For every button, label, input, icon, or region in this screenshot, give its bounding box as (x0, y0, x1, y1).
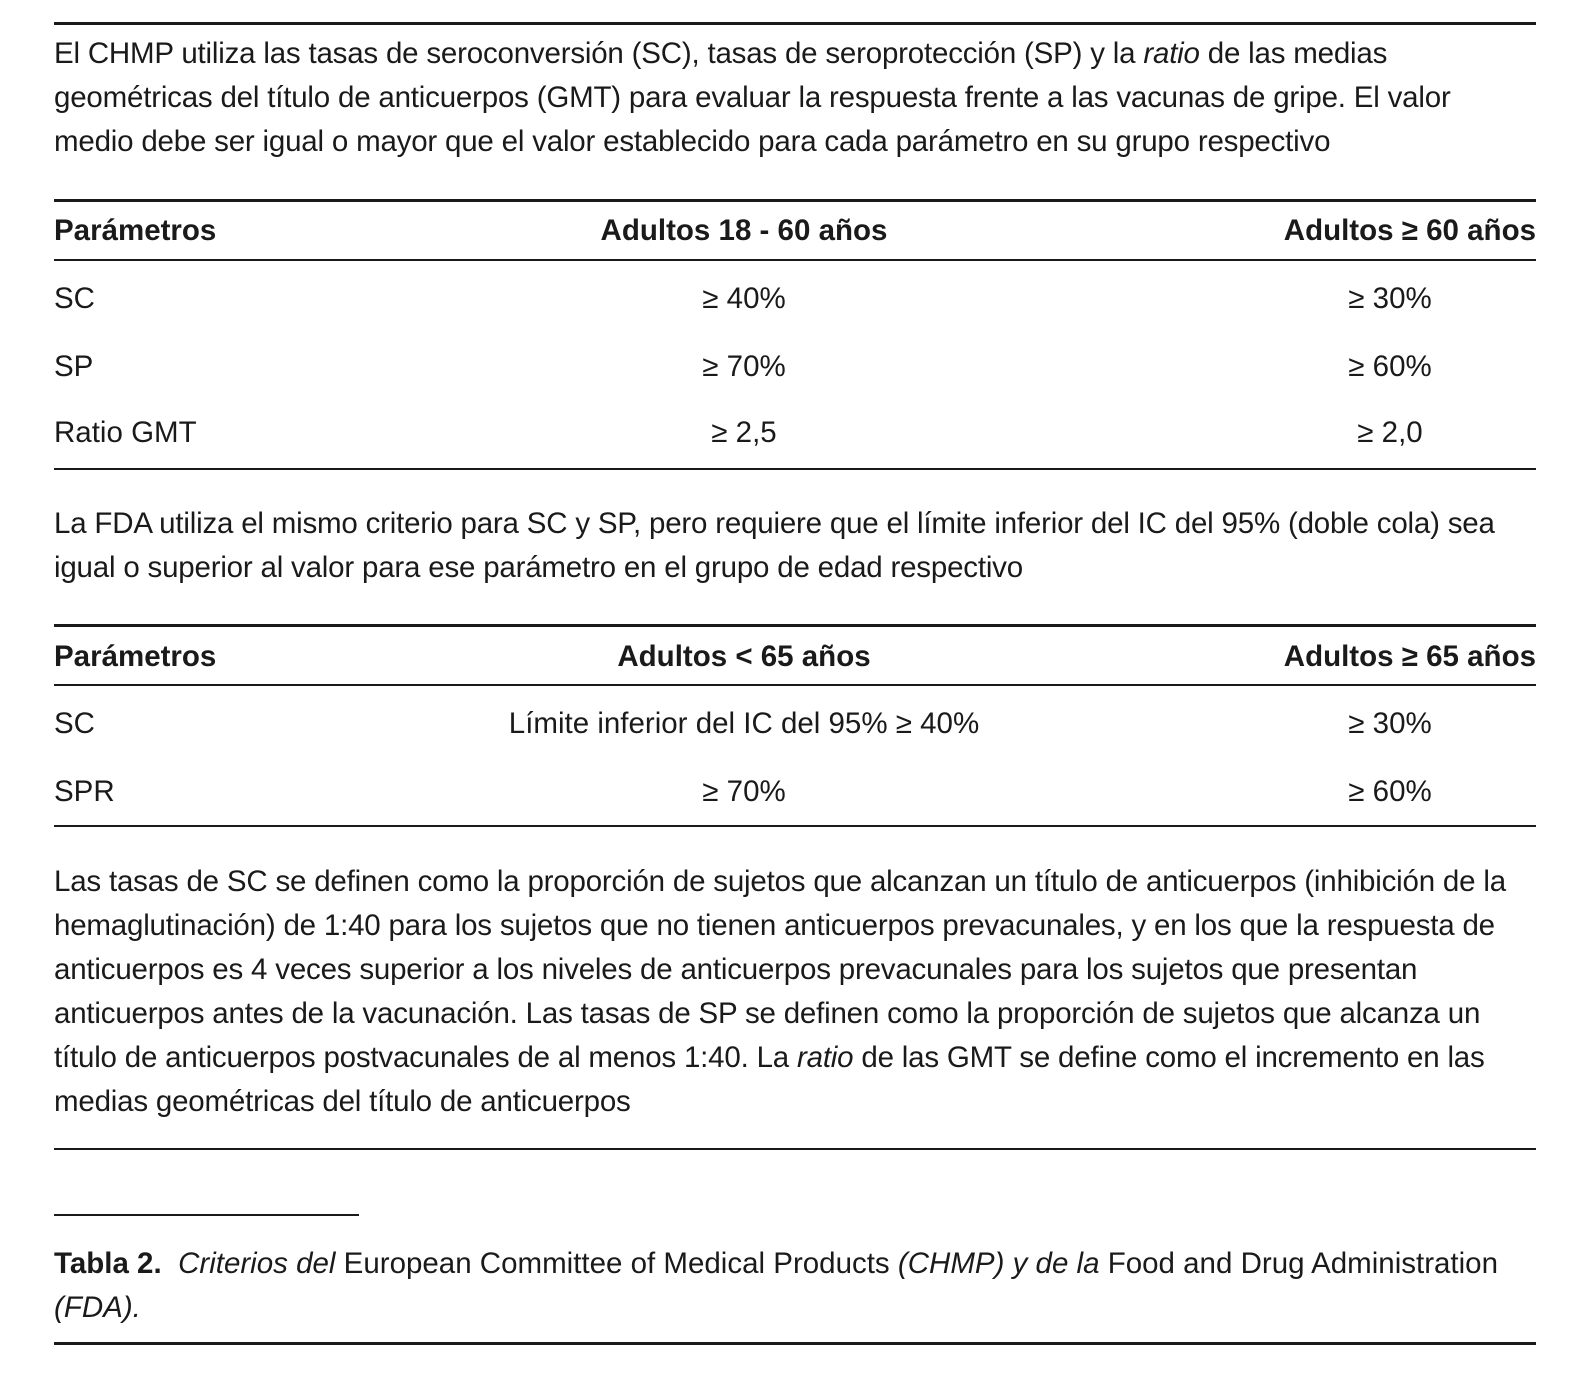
table1-bottom-rule (54, 468, 1536, 470)
table1-header-rule (54, 259, 1536, 261)
table1-row1-group2: ≥ 30% (1348, 282, 1432, 315)
top-rule (54, 22, 1536, 25)
table2-header-param: Parámetros (54, 640, 217, 673)
table1-top-rule (54, 199, 1536, 202)
table-row (54, 704, 1536, 744)
caption-italic-2: (CHMP) y de la (897, 1247, 1100, 1280)
definitions-paragraph (54, 860, 1536, 1124)
table-row (54, 279, 1536, 319)
table1-row2-group2: ≥ 60% (1348, 350, 1432, 383)
caption-separator (54, 1214, 359, 1216)
table-caption (54, 1242, 1536, 1330)
table1-header-group1: Adultos 18 - 60 años (600, 214, 888, 247)
definitions-italic: ratio (796, 1041, 854, 1074)
table1-row3-group1: ≥ 2,5 (711, 416, 777, 449)
definitions-text-2: de las GMT se define como el incremento en las medias geométricas del título de anticuerpos (54, 1041, 1485, 1118)
table1-row3-param: Ratio GMT (54, 416, 197, 449)
table1-row1-param: SC (54, 282, 95, 315)
table1-row2-group1: ≥ 70% (702, 350, 786, 383)
caption-italic-3: (FDA). (54, 1291, 141, 1324)
table2-top-rule (54, 624, 1536, 627)
intro-text-1: El CHMP utiliza las tasas de seroconversión (SC), tasas de seroprotección (SP) y la (54, 37, 1144, 70)
bottom-rule (54, 1342, 1536, 1345)
table-row (54, 347, 1536, 387)
table1-row1-group1: ≥ 40% (702, 282, 786, 315)
table1-header-group2: Adultos ≥ 60 años (1283, 214, 1536, 247)
body-bottom-rule (54, 1148, 1536, 1150)
intro-text-2: de las medias geométricas del título de anticuerpos (GMT) para evaluar la respuesta frente a las vacunas de gripe. El valor medio debe ser igual o mayor que el valor establecido para cada parámetro en su grupo respectivo (54, 37, 1451, 158)
caption-label: Tabla 2. (54, 1247, 162, 1280)
table1-header-row (54, 211, 1536, 251)
table1-row2-param: SP (54, 350, 94, 383)
table2-row2-param: SPR (54, 775, 115, 808)
table-row (54, 413, 1536, 453)
caption-text-1: European Committee of Medical Products (343, 1247, 890, 1280)
intro-paragraph (54, 32, 1536, 164)
table2-header-rule (54, 684, 1536, 686)
table2-header-group1: Adultos < 65 años (617, 640, 871, 673)
table2-row2-group1: ≥ 70% (702, 775, 786, 808)
table2-row1-group2: ≥ 30% (1348, 707, 1432, 740)
intro-italic: ratio (1143, 37, 1200, 70)
table1-header-param: Parámetros (54, 214, 217, 247)
table2-row1-param: SC (54, 707, 95, 740)
caption-italic-1: Criterios del (178, 1247, 336, 1280)
table2-header-group2: Adultos ≥ 65 años (1283, 640, 1536, 673)
table1-row3-group2: ≥ 2,0 (1357, 416, 1423, 449)
table2-header-row (54, 637, 1536, 677)
definitions-text-1: Las tasas de SC se definen como la proporción de sujetos que alcanzan un título de anticuerpos (inhibición de la hemaglutinación) de 1:40 para los sujetos que no tienen anticuerpos prevacunales, y en los que la respuesta de anticuerpos es 4 veces superior a los niveles de anticuerpos prevacunales para los sujetos que presentan anticuerpos antes de la vacunación. Las tasas de SP se definen como la proporción de sujetos que alcanza un título de anticuerpos postvacunales de al menos 1:40. La (54, 865, 1506, 1074)
table2-bottom-rule (54, 825, 1536, 827)
table-row (54, 772, 1536, 812)
fda-paragraph: La FDA utiliza el mismo criterio para SC y SP, pero requiere que el límite inferior del IC del 95% (doble cola) sea igual o superior al valor para ese parámetro en el grupo de edad respectivo (54, 507, 1495, 584)
table2-row2-group2: ≥ 60% (1348, 775, 1432, 808)
caption-text-2: Food and Drug Administration (1107, 1247, 1498, 1280)
table2-row1-group1: Límite inferior del IC del 95% ≥ 40% (508, 707, 980, 740)
